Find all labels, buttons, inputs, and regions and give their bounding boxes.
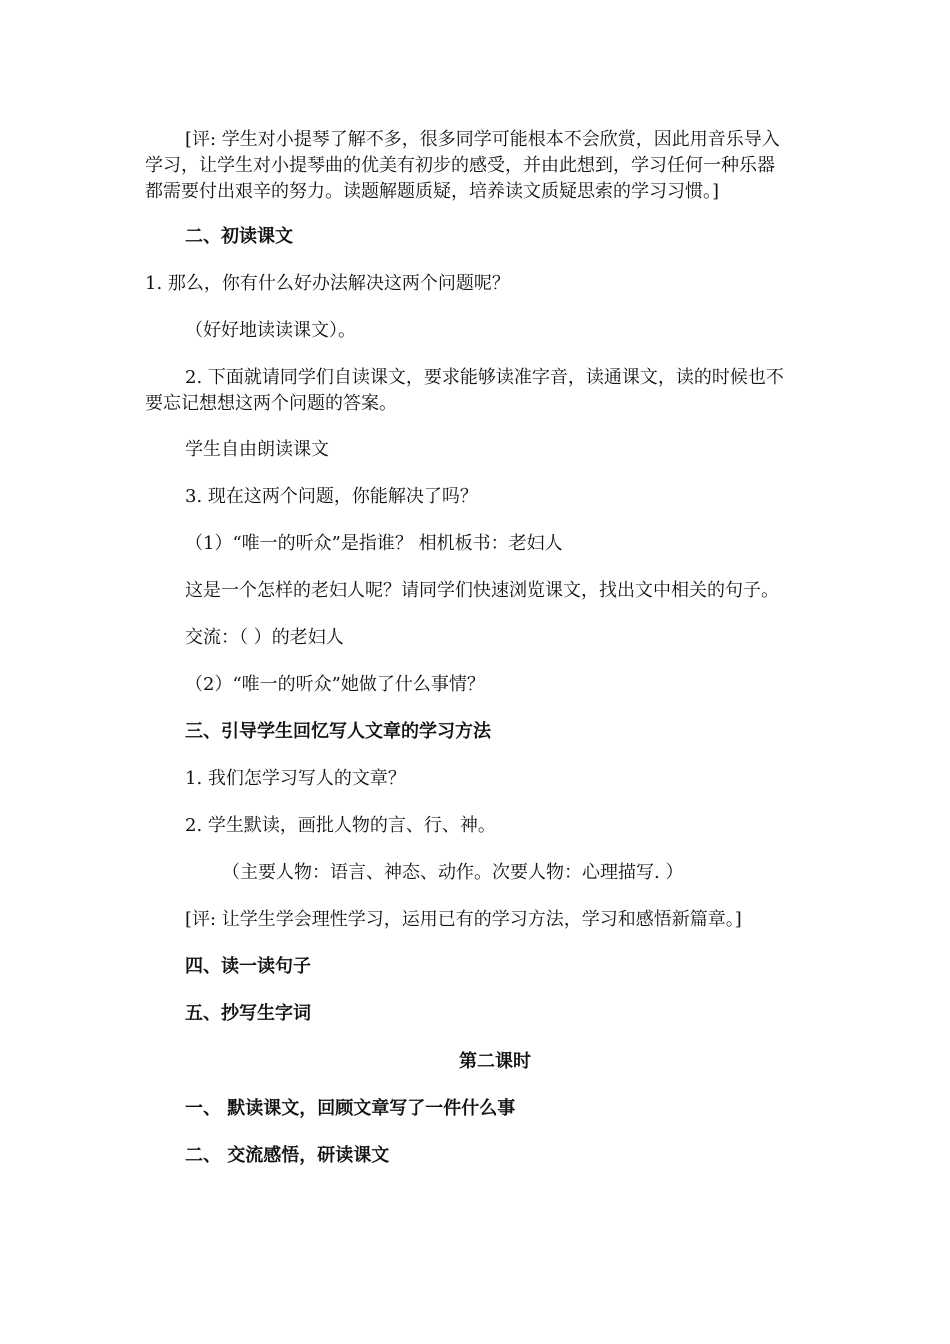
question-text: （1）“唯一的听众”是指谁？ 相机板书：老妇人 <box>185 533 563 554</box>
list-item: 1. 我们怎学习写人的文章？ <box>185 768 406 789</box>
body-text: 交流：（ ）的老妇人 <box>185 627 344 648</box>
question-text: （2）“唯一的听众”她做了什么事情？ <box>185 674 485 695</box>
section-heading: 四、读一读句子 <box>185 956 311 977</box>
review-text: [评: 让学生学会理性学习，运用已有的学习方法，学习和感悟新篇章。] <box>185 909 742 930</box>
lesson-title: 第二课时 <box>459 1051 531 1072</box>
body-text: 学生自由朗读课文 <box>185 439 329 460</box>
review-paragraph-line: 学习，让学生对小提琴曲的优美有初步的感受，并由此想到，学习任何一种乐器 <box>145 155 775 176</box>
section-heading: 一、 默读课文，回顾文章写了一件什么事 <box>185 1098 516 1119</box>
list-item: 2. 学生默读，画批人物的言、行、神。 <box>185 815 496 836</box>
list-item: 1. 那么，你有什么好办法解决这两个问题呢？ <box>145 273 510 294</box>
list-item: 3. 现在这两个问题，你能解决了吗？ <box>185 486 478 507</box>
section-heading: 二、 交流感悟，研读课文 <box>185 1145 390 1166</box>
review-paragraph-line: 都需要付出艰辛的努力。读题解题质疑，培养读文质疑思索的学习习惯。] <box>145 181 720 202</box>
note-text: （好好地读读课文）。 <box>185 320 356 341</box>
section-heading: 二、初读课文 <box>185 226 293 247</box>
list-item: 2. 下面就请同学们自读课文，要求能够读准字音，读通课文，读的时候也不 <box>185 367 784 388</box>
note-text: （主要人物：语言、神态、动作。次要人物：心理描写. ） <box>222 862 684 883</box>
section-heading: 三、引导学生回忆写人文章的学习方法 <box>185 721 491 742</box>
list-item-continuation: 要忘记想想这两个问题的答案。 <box>145 393 397 414</box>
body-text: 这是一个怎样的老妇人呢？请同学们快速浏览课文，找出文中相关的句子。 <box>185 580 779 601</box>
review-paragraph-line: [评: 学生对小提琴了解不多，很多同学可能根本不会欣赏，因此用音乐导入 <box>185 129 780 150</box>
section-heading: 五、抄写生字词 <box>185 1003 311 1024</box>
